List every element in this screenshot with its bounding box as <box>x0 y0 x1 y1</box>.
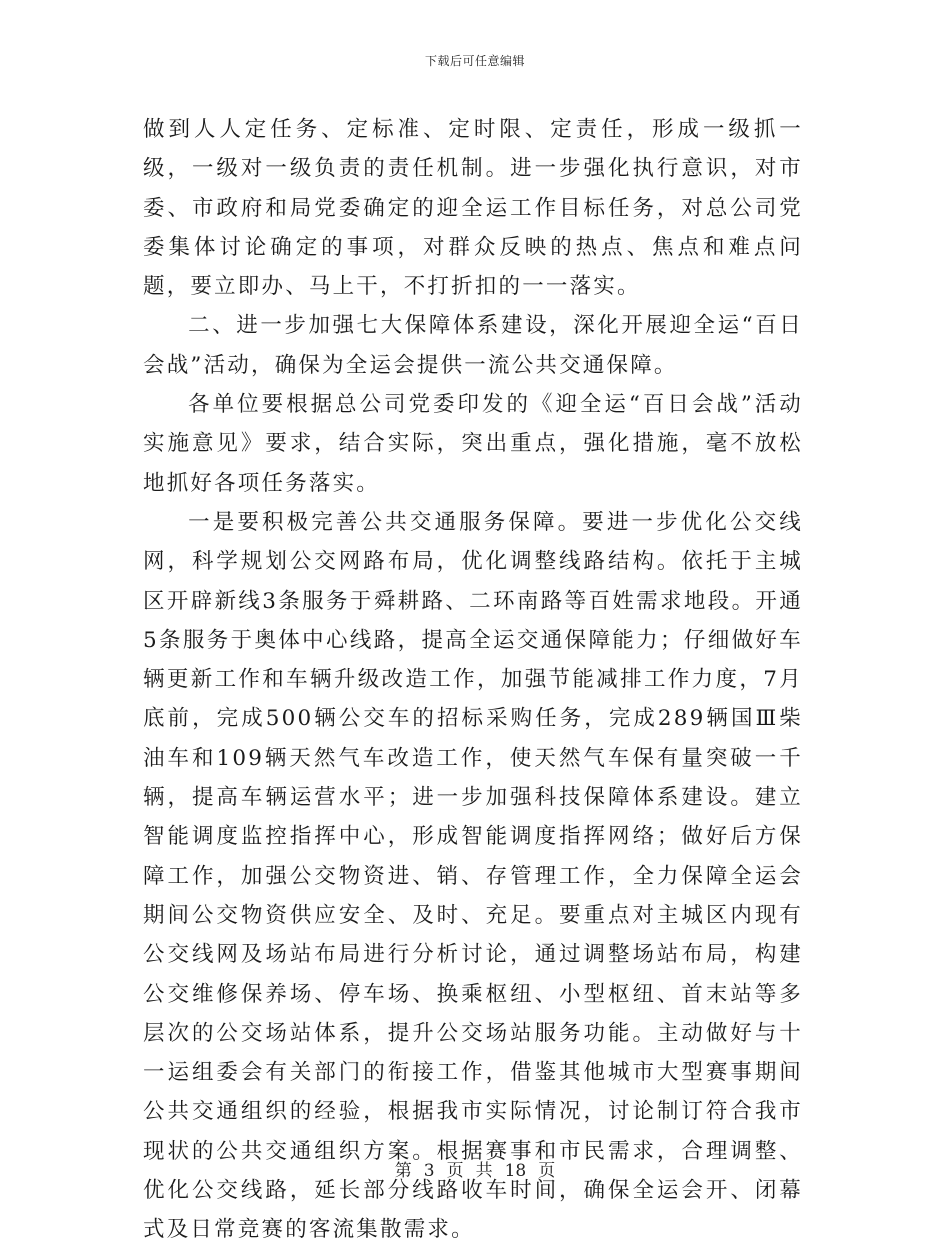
footer-suffix: 页 <box>538 1161 556 1181</box>
body-text <box>143 110 803 1250</box>
footer-prefix: 第 <box>394 1161 412 1181</box>
paragraph-4: 一是要积极完善公共交通服务保障。要进一步优化公交线网，科学规划公交网路布局，优化调整线路结构。依托于主城区开辟新线3条服务于舜耕路、二环南路等百姓需求地段。开通5条服务于奥体中心线路，提高全运交通保障能力；仔细做好车辆更新工作和车辆升级改造工作，加强节能减排工作力度，7月底前，完成500辆公交车的招标采购任务，完成289辆国Ⅲ柴油车和109辆天然气车改造工作，使天然气车保有量突破一千辆，提高车辆运营水平；进一步加强科技保障体系建设。建立智能调度监控指挥中心，形成智能调度指挥网络；做好后方保障工作，加强公交物资进、销、存管理工作，全力保障全运会期间公交物资供应安全、及时、充足。要重点对主城区内现有公交线网及场站布局进行分析讨论，通过调整场站布局，构建公交维修保养场、停车场、换乘枢纽、小型枢纽、首末站等多层次的公交场站体系，提升公交场站服务功能。主动做好与十一运组委会有关部门的衔接工作，借鉴其他城市大型赛事期间公共交通组织的经验，根据我市实际情况，讨论制订符合我市现状的公共交通组织方案。根据赛事和市民需求，合理调整、优化公交线路，延长部分线路收车时间，确保全运会开、闭幕式及日常竞赛的客流集散需求。 <box>143 509 803 1243</box>
footer-total-word: 共 <box>475 1161 493 1181</box>
footer-page-word: 页 <box>446 1161 464 1181</box>
footer-total-pages: 18 <box>504 1161 527 1181</box>
page-header: 下载后可任意编辑 <box>424 54 525 68</box>
paragraph-1: 做到人人定任务、定标准、定时限、定责任，形成一级抓一级，一级对一级负责的责任机制。进一步强化执行意识，对市委、市政府和局党委确定的迎全运工作目标任务，对总公司党委集体讨论确定的事项，对群众反映的热点、焦点和难点问题，要立即办、马上干，不打折扣的一一落实。 <box>143 117 803 300</box>
page-footer <box>0 1156 950 1181</box>
paragraph-3: 各单位要根据总公司党委印发的《迎全运“百日会战”活动实施意见》要求，结合实际，突出重点，强化措施，毫不放松地抓好各项任务落实。 <box>143 392 803 496</box>
footer-current-page: 3 <box>423 1161 435 1181</box>
paragraph-2: 二、进一步加强七大保障体系建设，深化开展迎全运“百日会战”活动，确保为全运会提供一流公共交通保障。 <box>143 313 803 378</box>
